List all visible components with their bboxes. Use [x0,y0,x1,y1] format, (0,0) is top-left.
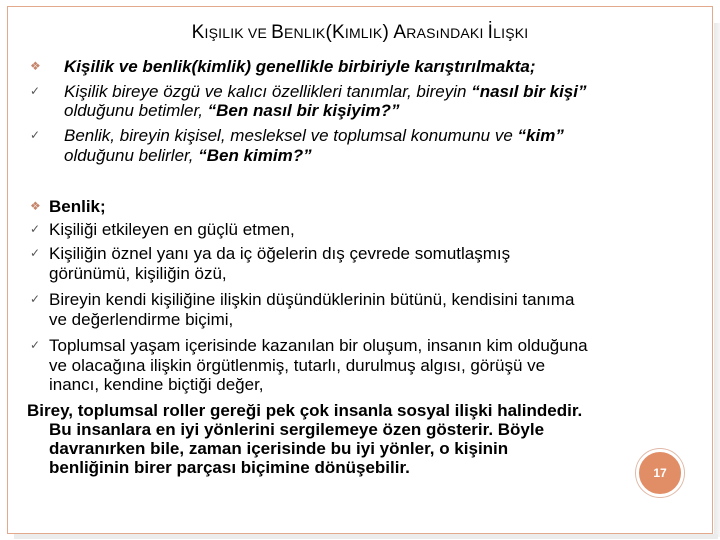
section2-item3-line2: ve değerlendirme biçimi, [49,310,234,329]
emphasis-text: “kim” [517,126,564,145]
title-part: IŞILIK [204,25,244,41]
title-part: RASıNDAKI [406,25,484,41]
closing-line2: Bu insanlara en iyi yönlerini sergilemeye özen gösterir. Böyle [49,420,545,439]
closing-line3: davranırken bile, zaman içerisinde bu iyi yönler, o kişinin [49,439,509,458]
section1-item2-line2 [64,146,312,165]
title-part: B [271,22,284,43]
checkmark-icon: ✓ [30,84,41,98]
closing-line1: Birey, toplumsal roller gereği pek çok insanla sosyal ilişki halindedir. [27,401,583,420]
closing-line4: benliğinin birer parçası biçimine dönüşebilir. [49,458,410,477]
text-fragment: Kişilik bireye özgü ve kalıcı özellikleri tanımlar, bireyin [64,82,472,101]
emphasis-text: “Ben nasıl bir kişiyim?” [207,101,400,120]
title-part: ( [325,22,332,43]
section2-item3-line1: Bireyin kendi kişiliğine ilişkin düşündüklerinin bütünü, kendisini tanıma [49,290,575,309]
title-part: LIŞKI [493,25,529,41]
checkmark-icon: ✓ [30,222,41,236]
page-number-badge: 17 [636,449,684,497]
title-part: K [331,22,345,43]
emphasis-text: “nasıl bir kişi” [471,82,587,101]
section1-heading: Kişilik ve benlik(kimlik) genellikle birbiriyle karıştırılmakta; [64,57,536,76]
checkmark-icon: ✓ [30,338,41,352]
section2-item4-line1: Toplumsal yaşam içerisinde kazanılan bir oluşum, insanın kim olduğuna [49,336,588,355]
emphasis-text: “Ben kimim?” [198,146,312,165]
text-fragment: Benlik, bireyin kişisel, mesleksel ve toplumsal konumunu ve [64,126,518,145]
text-fragment: olduğunu betimler, [64,101,208,120]
title-part: K [191,22,205,43]
title-part: A [393,22,407,43]
title-part: İ [487,22,494,43]
section2-item2-line1: Kişiliğin öznel yanı ya da iç öğelerin dış çevrede somutlaşmış [49,244,511,263]
checkmark-icon: ✓ [30,246,41,260]
title-part: ) [382,22,394,43]
title-part: IMLIK [344,25,383,41]
section2-item2-line2: görünümü, kişiliğin özü, [49,264,227,283]
slide-shadow [14,534,718,539]
checkmark-icon: ✓ [30,128,41,142]
diamond-bullet-icon: ❖ [30,199,41,213]
title-part: VE [243,25,272,41]
section2-item1: Kişiliği etkileyen en güçlü etmen, [49,220,295,239]
section2-heading: Benlik; [49,197,106,216]
section1-item2-line1 [64,126,564,145]
slide-title [0,22,720,44]
diamond-bullet-icon: ❖ [30,59,41,73]
text-fragment: olduğunu belirler, [64,146,199,165]
title-part: ENLIK [283,25,326,41]
checkmark-icon: ✓ [30,292,41,306]
section2-item4-line2: ve olacağına ilişkin örgütlenmiş, tutarlı, durulmuş algısı, görüşü ve [49,356,546,375]
section1-item1-line2 [64,101,399,120]
section2-item4-line3: inancı, kendine biçtiği değer, [49,375,264,394]
section1-item1-line1 [64,82,586,101]
